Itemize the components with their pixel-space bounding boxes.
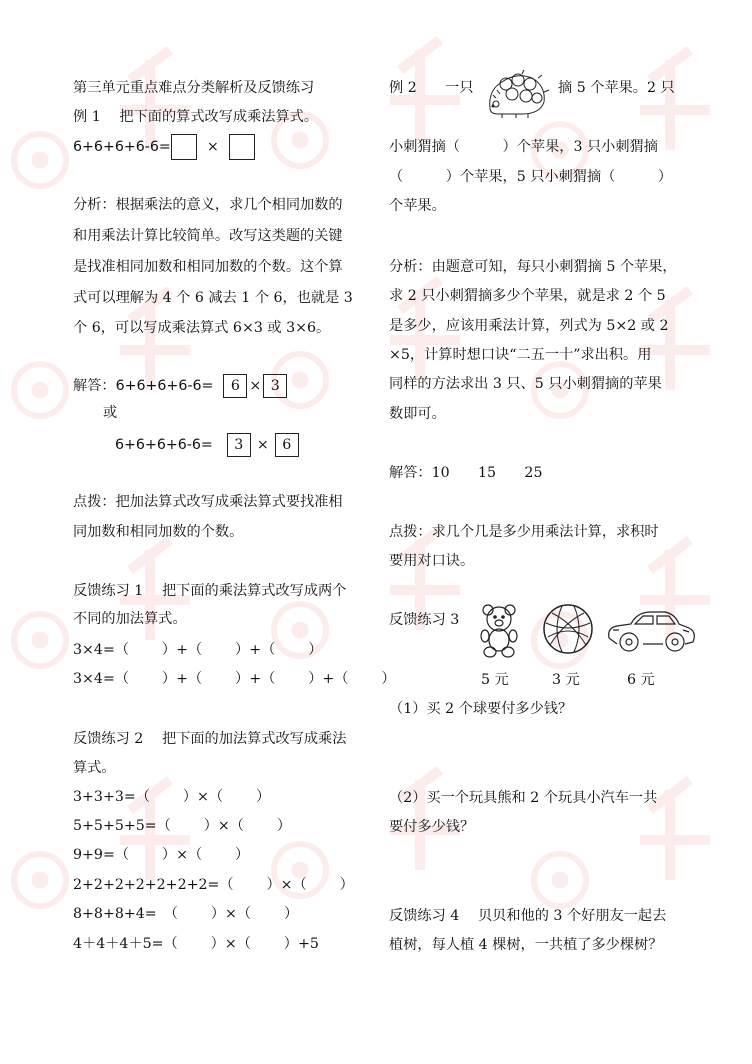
example1-expr-text: 6+6+6+6-6= (73, 139, 171, 155)
multiply-sign: × (206, 139, 219, 155)
fb3-question-2-line-2: 要付多少钱？ (389, 819, 475, 835)
price-ball: 3 元 (552, 672, 580, 688)
multiply-sign: × (256, 437, 269, 453)
analysis-line-2: 和用乘法计算比较简单。改写这类题的关键 (73, 228, 343, 244)
r-analysis-line-3: 是多少，应该用乘法计算，列式为 5×2 或 2 (389, 318, 669, 334)
answer1-box-a: 6 (223, 374, 247, 398)
fb3-question-2-line-1: （2）买一个玩具熊和 2 个玩具小汽车一共 (389, 790, 658, 806)
example2-line-2: （ ）个苹果，5 只小刺猬摘（ ） (389, 169, 673, 185)
answer2-box-b: 6 (275, 433, 299, 457)
fb4-line-1: 反馈练习 4 贝贝和他的 3 个好朋友一起去 (389, 908, 667, 924)
fb1-heading-1: 反馈练习 1 把下面的乘法算式改写成两个 (73, 583, 347, 599)
analysis-line-5: 个 6，可以写成乘法算式 6×3 或 3×6。 (73, 320, 331, 336)
answer-line-1 (73, 374, 287, 398)
toy-car-icon (603, 604, 699, 656)
price-bear: 5 元 (481, 672, 509, 688)
tip-line-2: 同加数和相同加数的个数。 (73, 524, 244, 540)
example1-answer-box-1[interactable] (171, 134, 197, 160)
document-title: 第三单元重点难点分类解析及反馈练习 (73, 80, 315, 96)
ball-icon (542, 603, 594, 655)
analysis-line-1: 分析：根据乘法的意义，求几个相同加数的 (73, 197, 343, 213)
multiply-sign: × (249, 378, 262, 394)
r-analysis-line-4: ×5，计算时想口诀“二五一十”求出积。用 (389, 347, 652, 363)
answer2-box-a: 3 (227, 433, 251, 457)
answer-expr-2: 6+6+6+6-6= (115, 437, 213, 453)
fb3-question-1: （1）买 2 个球要付多少钱？ (389, 701, 573, 717)
or-text: 或 (103, 405, 118, 421)
r-tip-line-2: 要用对口诀。 (389, 553, 475, 569)
example2-line-1: 小刺猬摘（ ）个苹果，3 只小刺猬摘 (389, 139, 658, 155)
r-analysis-line-6: 数即可。 (389, 406, 446, 422)
example2-text-b: 摘 5 个苹果。2 只 (558, 80, 675, 96)
fb3-heading: 反馈练习 3 (389, 612, 460, 628)
analysis-line-4: 式可以理解为 4 个 6 减去 1 个 6，也就是 3 (73, 290, 353, 306)
fb1-exercise-1: 3×4=（ ）+（ ）+（ ） (73, 642, 323, 658)
r-analysis-line-2: 求 2 只小刺猬摘多少个苹果，就是求 2 个 5 (389, 288, 666, 304)
r-answer: 解答：10 15 25 (389, 465, 543, 481)
example1-expression (73, 134, 255, 160)
fb2-exercise-4: 2+2+2+2+2+2+2=（ ）×（ ） (73, 877, 354, 893)
fb2-heading-1: 反馈练习 2 把下面的加法算式改写成乘法 (73, 731, 347, 747)
hedgehog-icon (482, 68, 552, 120)
r-tip-line-1: 点拨：求几个几是多少用乘法计算，求积时 (389, 524, 659, 540)
answer1-box-b: 3 (263, 374, 287, 398)
teddy-bear-icon (479, 602, 523, 658)
fb1-exercise-2: 3×4=（ ）+（ ）+（ ）+（ ） (73, 671, 396, 687)
example2-line-3: 个苹果。 (389, 198, 446, 214)
fb2-exercise-3: 9+9=（ ）×（ ） (73, 847, 250, 863)
example1-answer-box-2[interactable] (229, 134, 255, 160)
example1-heading: 例 1 把下面的算式改写成乘法算式。 (73, 109, 319, 125)
fb2-exercise-5: 8+8+8+4= （ ）×（ ） (73, 906, 299, 922)
answer-line-2 (115, 433, 299, 457)
example2-text-a: 例 2 一只 (389, 80, 474, 96)
fb2-exercise-2: 5+5+5+5=（ ）×（ ） (73, 818, 292, 834)
fb4-line-2: 植树，每人植 4 棵树，一共植了多少棵树？ (389, 937, 663, 953)
r-analysis-line-1: 分析：由题意可知，每只小刺猬摘 5 个苹果， (389, 259, 677, 275)
answer-expr-1: 6+6+6+6-6= (115, 378, 214, 394)
answer-label: 解答： (73, 378, 116, 394)
price-car: 6 元 (627, 672, 655, 688)
analysis-line-3: 是找准相同加数和相同加数的个数。这个算 (73, 259, 343, 275)
r-analysis-line-5: 同样的方法求出 3 只、5 只小刺猬摘的苹果 (389, 376, 662, 392)
tip-line-1: 点拨：把加法算式改写成乘法算式要找准相 (73, 494, 343, 510)
fb2-exercise-1: 3+3+3=（ ）×（ ） (73, 789, 271, 805)
fb1-heading-2: 不同的加法算式。 (73, 611, 187, 627)
fb2-heading-2: 算式。 (73, 760, 116, 776)
fb2-exercise-6: 4＋4＋4＋5=（ ）×（ ）+5 (73, 936, 319, 952)
